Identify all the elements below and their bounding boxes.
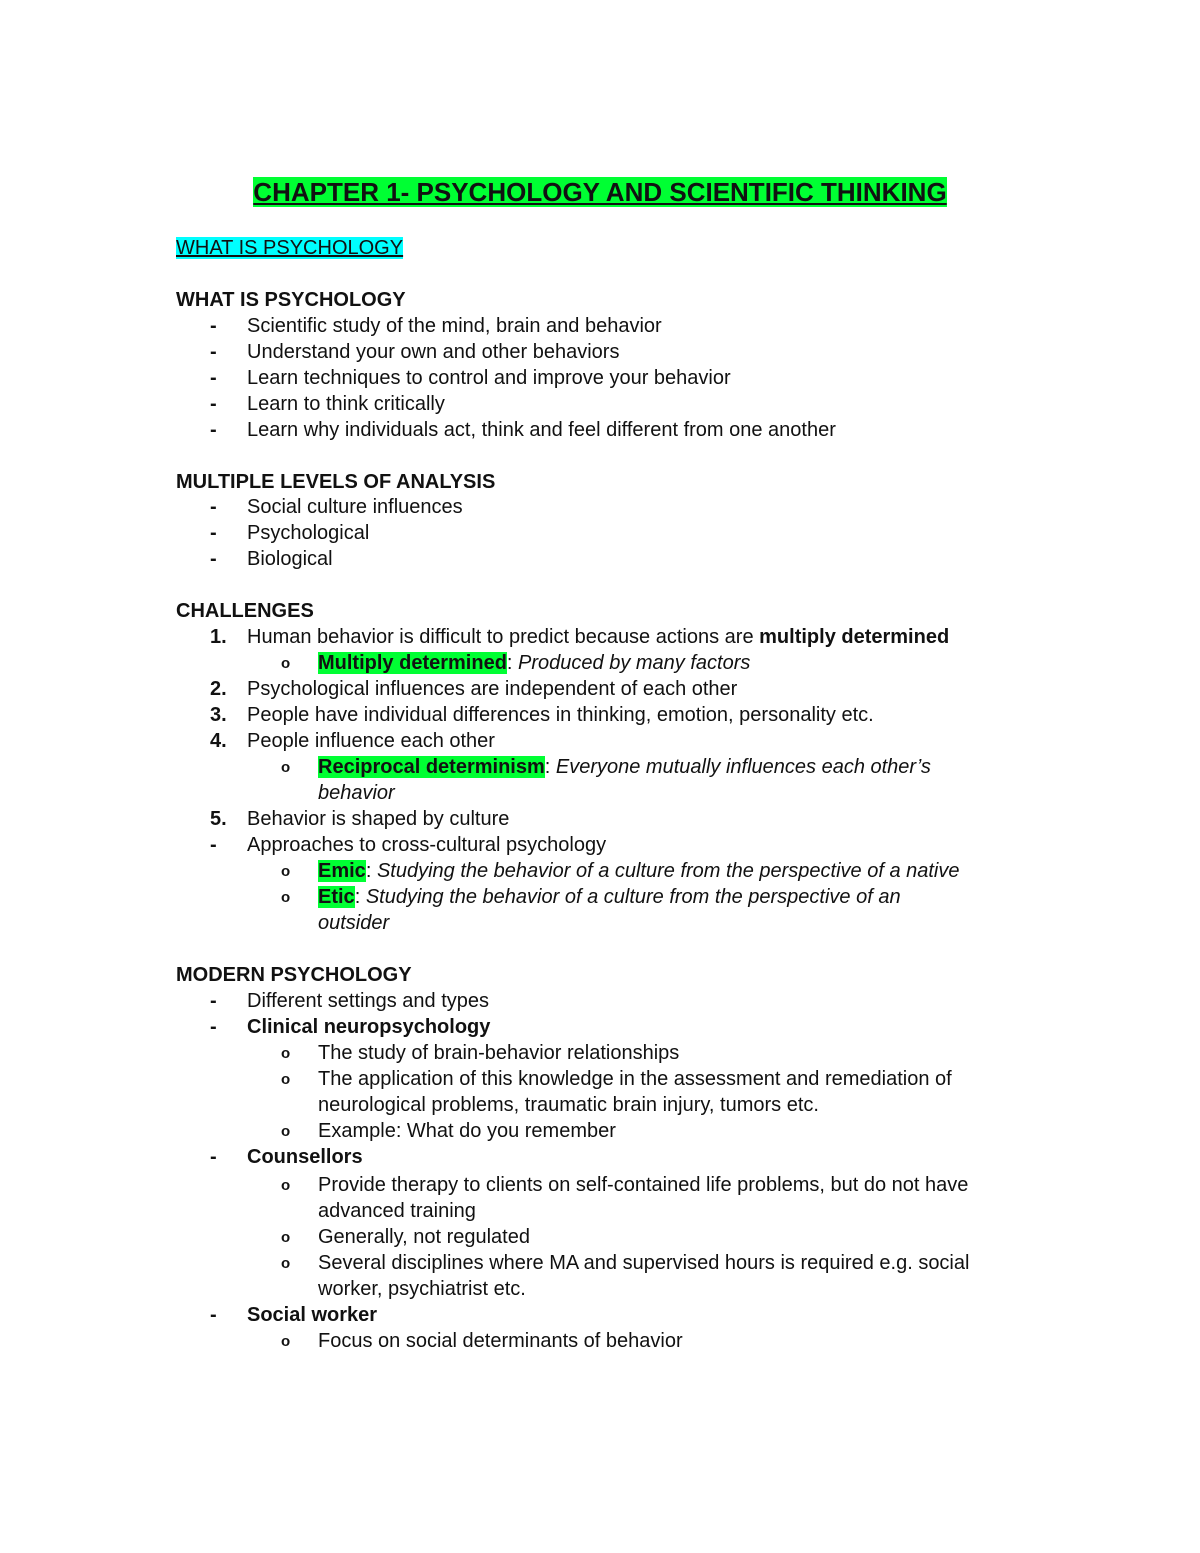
- list-item-text: Psychological influences are independent of each other: [247, 678, 738, 700]
- list-item-text: Counsellors: [247, 1146, 363, 1168]
- item-number: 3.: [210, 704, 227, 726]
- sub-item-text: Generally, not regulated: [318, 1226, 530, 1248]
- dash-bullet: -: [210, 1146, 217, 1168]
- dash-bullet: -: [210, 393, 217, 415]
- sub-item-continuation: [318, 910, 389, 936]
- sub-item-text: Several disciplines where MA and supervised hours is required e.g. social: [318, 1252, 970, 1274]
- colon: :: [354, 886, 361, 908]
- highlighted-term: Emic: [318, 860, 366, 882]
- what-is-heading: WHAT IS PSYCHOLOGY: [176, 289, 406, 311]
- colon: :: [365, 860, 372, 882]
- list-item-text: Learn why individuals act, think and feel different from one another: [247, 419, 836, 441]
- circle-bullet: o: [281, 759, 291, 776]
- list-item-text: Different settings and types: [247, 990, 489, 1012]
- definition-text: Everyone mutually influences each other’s: [555, 756, 931, 778]
- list-item-text: Social worker: [247, 1304, 378, 1326]
- highlighted-term: Multiply determined: [318, 652, 507, 674]
- modern-heading: MODERN PSYCHOLOGY: [176, 964, 412, 986]
- definition: [318, 884, 901, 910]
- dash-bullet: -: [210, 419, 217, 441]
- highlighted-term: Reciprocal determinism: [318, 756, 545, 778]
- list-item-text: People have individual differences in thinking, emotion, personality etc.: [247, 704, 874, 726]
- sub-item-text: The study of brain-behavior relationships: [318, 1042, 680, 1064]
- item-text-plain: Human behavior is difficult to predict because actions are: [247, 626, 760, 648]
- sub-item-text: Example: What do you remember: [318, 1120, 616, 1142]
- list-item-text: Behavior is shaped by culture: [247, 808, 510, 830]
- colon: :: [506, 652, 513, 674]
- definition-text: outsider: [318, 912, 390, 934]
- circle-bullet: o: [281, 889, 291, 906]
- dash-bullet: -: [210, 496, 217, 518]
- dash-bullet: -: [210, 548, 217, 570]
- definition-text: Produced by many factors: [518, 652, 751, 674]
- sub-item-continuation: [318, 780, 395, 806]
- circle-bullet: o: [281, 1255, 291, 1272]
- item-number: 4.: [210, 730, 227, 752]
- dash-bullet: -: [210, 990, 217, 1012]
- sub-item-text: Focus on social determinants of behavior: [318, 1330, 683, 1352]
- levels-heading: MULTIPLE LEVELS OF ANALYSIS: [176, 471, 496, 493]
- definition: [318, 754, 931, 780]
- circle-bullet: o: [281, 1333, 291, 1350]
- dash-bullet: -: [210, 522, 217, 544]
- circle-bullet: o: [281, 1177, 291, 1194]
- list-item-text: [247, 624, 949, 650]
- definition-text: behavior: [318, 782, 395, 804]
- dash-bullet: -: [210, 315, 217, 337]
- dash-bullet: -: [210, 1016, 217, 1038]
- sub-item-continuation: advanced training: [318, 1200, 476, 1222]
- sub-item-text: Provide therapy to clients on self-contained life problems, but do not have: [318, 1174, 969, 1196]
- item-text-bold: multiply determined: [759, 626, 950, 648]
- list-item-text: Scientific study of the mind, brain and behavior: [247, 315, 662, 337]
- list-item-text: Clinical neuropsychology: [247, 1016, 491, 1038]
- sub-item-text: The application of this knowledge in the assessment and remediation of: [318, 1068, 952, 1090]
- sub-item-continuation: neurological problems, traumatic brain injury, tumors etc.: [318, 1094, 819, 1116]
- section-subtitle: WHAT IS PSYCHOLOGY: [176, 237, 404, 259]
- item-number: 1.: [210, 626, 227, 648]
- definition-text: Studying the behavior of a culture from the perspective of an: [365, 886, 901, 908]
- colon: :: [544, 756, 551, 778]
- dash-bullet: -: [210, 367, 217, 389]
- dash-bullet: -: [210, 1304, 217, 1326]
- dash-bullet: -: [210, 341, 217, 363]
- dash-bullet: -: [210, 834, 217, 856]
- circle-bullet: o: [281, 655, 291, 672]
- list-item-text: Biological: [247, 548, 333, 570]
- sub-item-continuation: worker, psychiatrist etc.: [318, 1278, 526, 1300]
- page-title: CHAPTER 1- PSYCHOLOGY AND SCIENTIFIC THINKING: [253, 177, 947, 207]
- list-item-text: Learn to think critically: [247, 393, 445, 415]
- list-item-text: Learn techniques to control and improve your behavior: [247, 367, 731, 389]
- circle-bullet: o: [281, 863, 291, 880]
- list-item-text: Understand your own and other behaviors: [247, 341, 620, 363]
- circle-bullet: o: [281, 1123, 291, 1140]
- item-number: 2.: [210, 678, 227, 700]
- list-item-text: People influence each other: [247, 730, 495, 752]
- list-item-text: Approaches to cross-cultural psychology: [247, 834, 607, 856]
- challenges-heading: CHALLENGES: [176, 600, 314, 622]
- list-item-text: Psychological: [247, 522, 370, 544]
- item-number: 5.: [210, 808, 227, 830]
- definition: [318, 858, 960, 884]
- subtitle-row: [176, 234, 403, 262]
- highlighted-term: Etic: [318, 886, 355, 908]
- definition: [318, 650, 750, 676]
- title-row: [0, 176, 1200, 211]
- circle-bullet: o: [281, 1045, 291, 1062]
- list-item-text: Social culture influences: [247, 496, 463, 518]
- circle-bullet: o: [281, 1229, 291, 1246]
- circle-bullet: o: [281, 1071, 291, 1088]
- definition-text: Studying the behavior of a culture from the perspective of a native: [376, 860, 960, 882]
